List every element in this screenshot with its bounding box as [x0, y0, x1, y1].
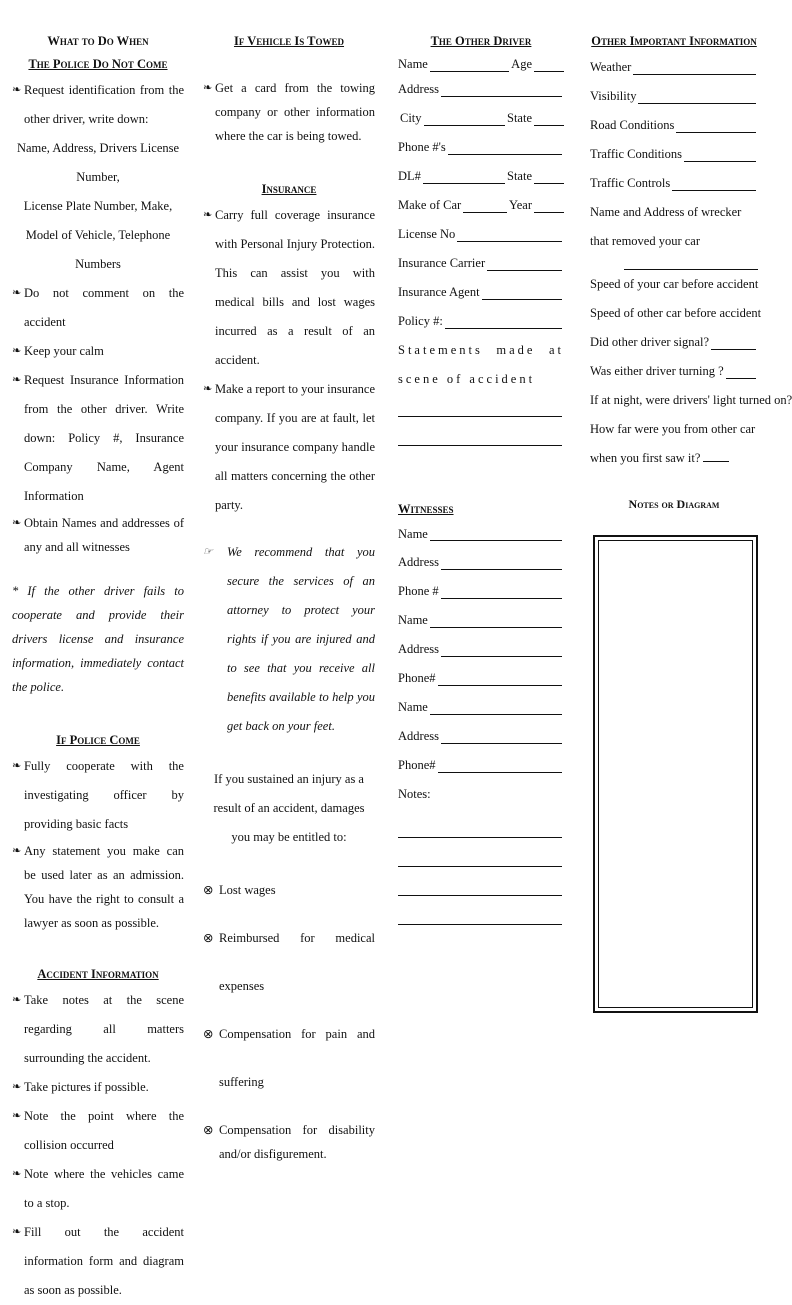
list-item: ❧ Request identification from the other driver, write down: — [12, 76, 184, 134]
list-item: ⊗ Compensation for disability and/or disfigurement. — [203, 1118, 375, 1166]
field-witness-phone[interactable]: Phone# — [398, 664, 564, 693]
field-address[interactable]: Address — [398, 75, 564, 104]
fleuron-bullet-icon: ❧ — [12, 374, 22, 386]
fleuron-bullet-icon: ❧ — [12, 1168, 22, 1180]
list-item: ❧ Keep your calm — [12, 337, 184, 366]
field-road-conditions[interactable]: Road Conditions — [590, 111, 758, 140]
list-item: ⊗ Compensation for pain and suffering — [203, 1010, 375, 1106]
fleuron-bullet-icon: ❧ — [12, 994, 22, 1006]
circled-cross-icon: ⊗ — [203, 1027, 214, 1041]
heading-if-vehicle-towed: If Vehicle Is Towed — [233, 34, 345, 48]
field-witness-address[interactable]: Address — [398, 635, 564, 664]
field-dl-state[interactable]: DL# State — [398, 162, 564, 191]
heading-other-important-info: Other Important Information — [591, 34, 757, 48]
notes-line[interactable] — [398, 867, 562, 896]
field-weather[interactable]: Weather — [590, 53, 758, 82]
heading-what-to-do-line2: The Police Do Not Come — [28, 57, 168, 71]
star-note: * If the other driver fails to cooperate and provide their drivers license and insurance information, immediately contact the police. — [12, 584, 184, 694]
field-license[interactable]: License No — [398, 220, 564, 249]
field-witness-address[interactable]: Address — [398, 722, 564, 751]
field-traffic-controls[interactable]: Traffic Controls — [590, 169, 758, 198]
list-item: ❧ Make a report to your insurance company. If you are at fault, let your insurance company handle all matters concerning the other party. — [203, 375, 375, 520]
field-city-state[interactable]: City State — [398, 104, 564, 133]
fleuron-bullet-icon: ❧ — [12, 345, 22, 357]
field-signal[interactable]: Did other driver signal? — [590, 328, 758, 357]
notes-line[interactable] — [398, 896, 562, 925]
fleuron-bullet-icon: ❧ — [12, 1226, 22, 1238]
list-item: ❧ Fully cooperate with the investigating officer by providing basic facts — [12, 752, 184, 839]
field-how-far[interactable]: How far were you from other car when you first saw it? — [590, 422, 756, 465]
list-item: ❧ Do not comment on the accident — [12, 279, 184, 337]
field-witness-name[interactable]: Name — [398, 693, 564, 722]
list-item: ❧ Any statement you make can be used later as an admission. You have the right to consult a lawyer as soon as possible. — [12, 839, 184, 935]
heading-insurance: Insurance — [261, 182, 317, 196]
attorney-recommendation: ☞ We recommend that you secure the services of an attorney to protect your rights if you are injured and to see that you receive all benefits available to help you get back on your feet. — [203, 538, 375, 741]
list-item: ❧ Fill out the accident information form and diagram as soon as possible. — [12, 1218, 184, 1305]
field-witness-phone[interactable]: Phone# — [398, 751, 564, 780]
heading-notes-diagram: Notes or Diagram — [628, 497, 720, 511]
field-lights[interactable]: If at night, were drivers' light turned on? — [590, 393, 792, 407]
fleuron-bullet-icon: ❧ — [12, 287, 22, 299]
circled-cross-icon: ⊗ — [203, 883, 214, 897]
field-witness-name[interactable]: Name — [398, 521, 564, 548]
pointing-hand-icon: ☞ — [203, 546, 213, 558]
notes-label: Notes: — [398, 787, 431, 801]
field-policy[interactable]: Policy #: — [398, 307, 564, 336]
circled-cross-icon: ⊗ — [203, 1123, 214, 1137]
fleuron-bullet-icon: ❧ — [12, 84, 22, 96]
field-insurance-agent[interactable]: Insurance Agent — [398, 278, 564, 307]
column-other-info — [590, 30, 792, 516]
list-item: ❧ Obtain Names and addresses of any and all witnesses — [12, 511, 184, 559]
field-witness-address[interactable]: Address — [398, 548, 564, 577]
field-traffic-conditions[interactable]: Traffic Conditions — [590, 140, 758, 169]
heading-witnesses: Witnesses — [398, 502, 454, 516]
list-item: ⊗ Lost wages — [203, 866, 375, 914]
injury-intro: If you sustained an injury as a result of an accident, damages you may be entitled to: — [213, 772, 365, 844]
statements-line[interactable] — [398, 417, 562, 446]
list-item: ❧ Request Insurance Information from the other driver. Write down: Policy #, Insurance Company Name, Agent Information — [12, 366, 184, 511]
diagram-box[interactable] — [593, 535, 758, 1013]
column-towed-insurance — [203, 30, 375, 1166]
column-what-to-do — [12, 30, 184, 1305]
fleuron-bullet-icon: ❧ — [12, 760, 22, 772]
fleuron-bullet-icon: ❧ — [12, 1081, 22, 1093]
field-make-year[interactable]: Make of Car Year — [398, 191, 564, 220]
field-speed-yours[interactable]: Speed of your car before accident — [590, 277, 759, 291]
heading-what-to-do-line1: What to Do When — [47, 34, 149, 48]
field-witness-phone[interactable]: Phone # — [398, 577, 564, 606]
list-item: ❧ Take pictures if possible. — [12, 1073, 184, 1102]
fleuron-bullet-icon: ❧ — [12, 1110, 22, 1122]
field-insurance-carrier[interactable]: Insurance Carrier — [398, 249, 564, 278]
sub-item: License Plate Number, Make, — [23, 199, 173, 213]
sub-item: Name, Address, Drivers License Number, — [16, 141, 180, 184]
list-item: ❧ Get a card from the towing company or other information where the car is being towed. — [203, 76, 375, 148]
list-item: ⊗ Reimbursed for medical expenses — [203, 914, 375, 1010]
field-witness-name[interactable]: Name — [398, 606, 564, 635]
field-turning[interactable]: Was either driver turning ? — [590, 357, 758, 386]
list-item: ❧ Take notes at the scene regarding all matters surrounding the accident. — [12, 986, 184, 1073]
fleuron-bullet-icon: ❧ — [203, 383, 213, 395]
field-name-age[interactable]: Name Age — [398, 53, 564, 75]
list-item: ❧ Note the point where the collision occurred — [12, 1102, 184, 1160]
fleuron-bullet-icon: ❧ — [12, 845, 22, 857]
sub-item: Model of Vehicle, Telephone Numbers — [25, 228, 171, 271]
heading-if-police-come: If Police Come — [56, 733, 140, 747]
fleuron-bullet-icon: ❧ — [203, 209, 213, 221]
list-item: ❧ Note where the vehicles came to a stop. — [12, 1160, 184, 1218]
field-phone[interactable]: Phone #'s — [398, 133, 564, 162]
notes-line[interactable] — [398, 838, 562, 867]
field-statements-label: Statements made at scene of accident — [398, 343, 564, 386]
heading-other-driver: The Other Driver — [430, 34, 532, 48]
column-other-driver — [398, 30, 564, 925]
list-item: ❧ Carry full coverage insurance with Personal Injury Protection. This can assist you with medical bills and lost wages incurred as a result of an accident. — [203, 201, 375, 375]
fleuron-bullet-icon: ❧ — [203, 82, 213, 94]
heading-accident-information: Accident Information — [37, 967, 159, 981]
diagram-box-inner — [598, 540, 753, 1008]
circled-cross-icon: ⊗ — [203, 931, 214, 945]
field-wrecker[interactable]: Name and Address of wrecker that removed your car — [590, 205, 742, 248]
field-visibility[interactable]: Visibility — [590, 82, 758, 111]
notes-line[interactable] — [398, 809, 562, 838]
fleuron-bullet-icon: ❧ — [12, 517, 22, 529]
field-speed-other[interactable]: Speed of other car before accident — [590, 306, 762, 320]
